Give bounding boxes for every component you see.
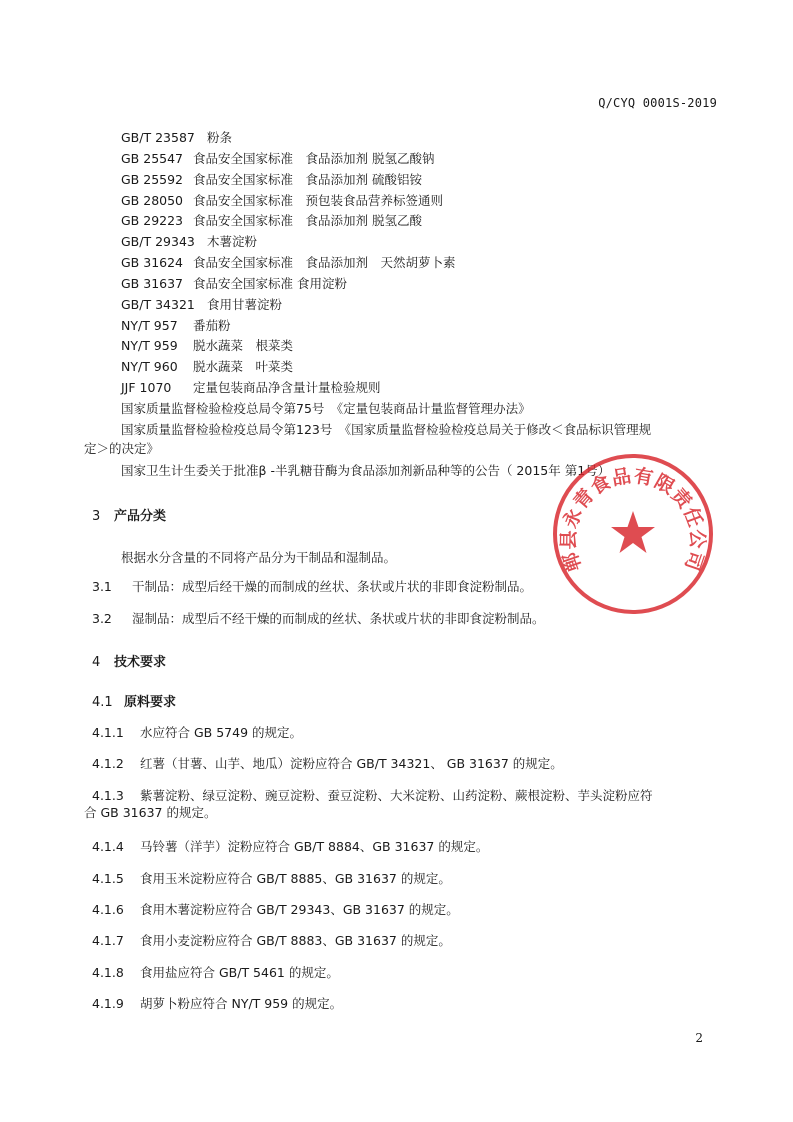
clause-4-1-7: 4.1.7 食用小麦淀粉应符合 GB/T 8883、GB 31637 的规定。 — [92, 933, 451, 948]
section-3-intro: 根据水分含量的不同将产品分为干制品和湿制品。 — [121, 550, 397, 565]
reference-item: GB/T 34321 食用甘薯淀粉 — [121, 297, 283, 312]
regulation-order-75: 国家质量监督检验检疫总局令第75号 《定量包装商品计量监督管理办法》 — [121, 401, 531, 416]
regulation-order-123-cont: 定＞的决定》 — [84, 441, 160, 456]
reference-item: GB 31637 食品安全国家标准 食用淀粉 — [121, 276, 347, 291]
reference-item: GB/T 29343 木薯淀粉 — [121, 234, 258, 249]
reference-item: NY/T 960 脱水蔬菜 叶菜类 — [121, 359, 294, 374]
reference-item: GB 25547 食品安全国家标准 食品添加剂 脱氢乙酸钠 — [121, 151, 435, 166]
reference-item: GB 25592 食品安全国家标准 食品添加剂 硫酸铝铵 — [121, 172, 422, 187]
page-number: 2 — [695, 1031, 703, 1045]
star-icon — [611, 511, 655, 553]
reference-item: NY/T 959 脱水蔬菜 根菜类 — [121, 338, 294, 353]
regulation-order-123: 国家质量监督检验检疫总局令第123号 《国家质量监督检验检疫总局关于修改＜食品标识管理规 — [121, 422, 652, 437]
reference-item: NY/T 957 番茄粉 — [121, 318, 231, 333]
reference-item: GB 31624 食品安全国家标准 食品添加剂 天然胡萝卜素 — [121, 255, 456, 270]
announcement: 国家卫生计生委关于批准β -半乳糖苷酶为食品添加剂新品种等的公告（ 2015年 第1号） — [121, 463, 611, 478]
section-4-1-heading: 4.1 原料要求 — [92, 695, 177, 710]
section-4-heading: 4 技术要求 — [92, 655, 167, 670]
clause-4-1-4: 4.1.4 马铃薯（洋芋）淀粉应符合 GB/T 8884、GB 31637 的规定。 — [92, 839, 489, 854]
seal-text: 郸县永青食品有限责任公司 — [557, 464, 709, 575]
clause-3-2: 3.2 湿制品：成型后不经干燥的而制成的丝状、条状或片状的非即食淀粉制品。 — [92, 611, 545, 626]
document-code: Q/CYQ 0001S-2019 — [598, 96, 717, 110]
section-3-heading: 3 产品分类 — [92, 509, 167, 524]
clause-4-1-1: 4.1.1 水应符合 GB 5749 的规定。 — [92, 725, 302, 740]
reference-item: GB/T 23587 粉条 — [121, 130, 233, 145]
clause-4-1-9: 4.1.9 胡萝卜粉应符合 NY/T 959 的规定。 — [92, 996, 343, 1011]
clause-4-1-3-cont: 合 GB 31637 的规定。 — [84, 805, 217, 820]
reference-item: GB 28050 食品安全国家标准 预包装食品营养标签通则 — [121, 193, 444, 208]
reference-item: JJF 1070 定量包装商品净含量计量检验规则 — [121, 380, 381, 395]
clause-4-1-3: 4.1.3 紫薯淀粉、绿豆淀粉、豌豆淀粉、蚕豆淀粉、大米淀粉、山药淀粉、蕨根淀粉、芋头淀粉应符 — [92, 788, 653, 803]
reference-item: GB 29223 食品安全国家标准 食品添加剂 脱氢乙酸 — [121, 213, 422, 228]
clause-4-1-6: 4.1.6 食用木薯淀粉应符合 GB/T 29343、GB 31637 的规定。 — [92, 902, 459, 917]
clause-3-1: 3.1 干制品：成型后经干燥的而制成的丝状、条状或片状的非即食淀粉制品。 — [92, 579, 533, 594]
clause-4-1-5: 4.1.5 食用玉米淀粉应符合 GB/T 8885、GB 31637 的规定。 — [92, 871, 451, 886]
company-seal-stamp — [548, 449, 718, 619]
clause-4-1-2: 4.1.2 红薯（甘薯、山芋、地瓜）淀粉应符合 GB/T 34321、 GB 31637 的规定。 — [92, 756, 563, 771]
clause-4-1-8: 4.1.8 食用盐应符合 GB/T 5461 的规定。 — [92, 965, 339, 980]
